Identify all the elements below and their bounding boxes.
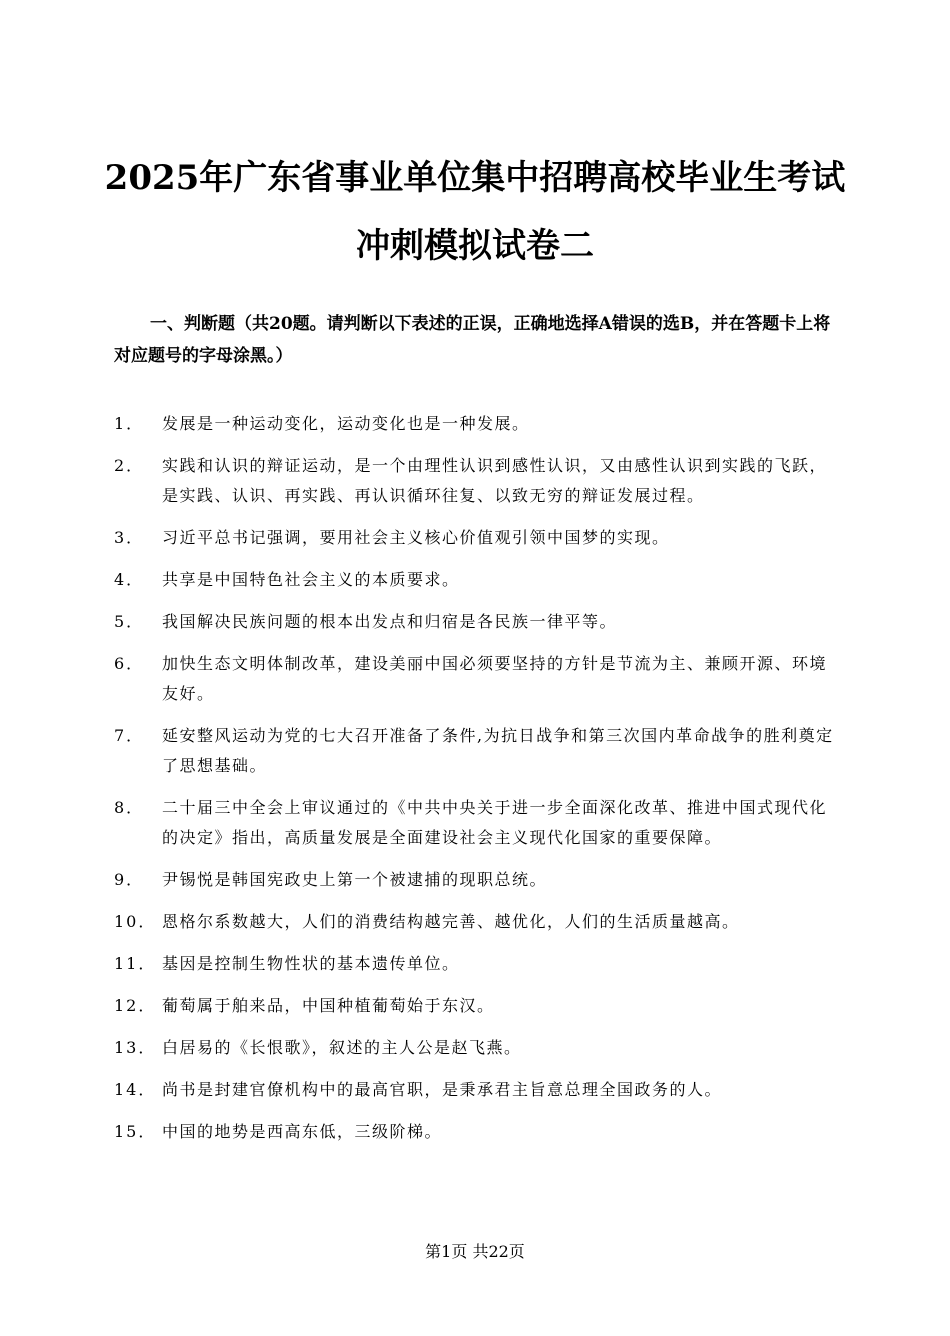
- section-heading: 一、判断题（共20题。请判断以下表述的正误，正确地选择A错误的选B，并在答题卡上将对应题号的字母涂黑。）: [114, 314, 831, 366]
- question-text: 中国的地势是西高东低，三级阶梯。: [162, 1122, 443, 1141]
- question-text: 基因是控制生物性状的基本遗传单位。: [162, 954, 460, 973]
- question-number: 11．: [114, 954, 157, 973]
- question-text: 实践和认识的辩证运动，是一个由理性认识到感性认识，又由感性认识到实践的飞跃，是实践、认识、再实践、再认识循环往复、以致无穷的辩证发展过程。: [162, 456, 828, 505]
- question-item: [0, 793, 950, 853]
- question-number: 10．: [114, 912, 157, 931]
- question-number: 8．: [114, 798, 145, 817]
- question-text: 二十届三中全会上审议通过的《中共中央关于进一步全面深化改革、推进中国式现代化的决定》指出，高质量发展是全面建设社会主义现代化国家的重要保障。: [162, 798, 828, 847]
- question-number: 13．: [114, 1038, 157, 1057]
- question-item: [0, 523, 950, 553]
- question-text: 我国解决民族问题的根本出发点和归宿是各民族一律平等。: [162, 612, 618, 631]
- question-item: [0, 949, 950, 979]
- question-number: 6．: [114, 654, 145, 673]
- question-item: [0, 865, 950, 895]
- question-item: [0, 409, 950, 439]
- question-number: 2．: [114, 456, 145, 475]
- question-number: 15．: [114, 1122, 157, 1141]
- page-footer: 第1页 共22页: [425, 1242, 525, 1261]
- question-text: 加快生态文明体制改革，建设美丽中国必须要坚持的方针是节流为主、兼顾开源、环境友好。: [162, 654, 828, 703]
- question-text: 白居易的《长恨歌》，叙述的主人公是赵飞燕。: [162, 1038, 522, 1057]
- question-number: 9．: [114, 870, 145, 889]
- question-item: [0, 721, 950, 781]
- question-text: 发展是一种运动变化，运动变化也是一种发展。: [162, 414, 530, 433]
- question-item: [0, 607, 950, 637]
- question-item: [0, 1117, 950, 1147]
- question-text: 尚书是封建官僚机构中的最高官职，是秉承君主旨意总理全国政务的人。: [162, 1080, 723, 1099]
- question-text: 葡萄属于舶来品，中国种植葡萄始于东汉。: [162, 996, 495, 1015]
- question-text: 习近平总书记强调，要用社会主义核心价值观引领中国梦的实现。: [162, 528, 670, 547]
- question-number: 7．: [114, 726, 145, 745]
- question-item: [0, 907, 950, 937]
- document-title-line-2: 冲刺模拟试卷二: [356, 226, 594, 266]
- question-item: [0, 991, 950, 1021]
- question-number: 1．: [114, 414, 145, 433]
- question-text: 共享是中国特色社会主义的本质要求。: [162, 570, 460, 589]
- question-item: [0, 565, 950, 595]
- document-title-line-1: 2025年广东省事业单位集中招聘高校毕业生考试: [104, 158, 846, 198]
- question-text: 尹锡悦是韩国宪政史上第一个被逮捕的现职总统。: [162, 870, 548, 889]
- question-list: [0, 409, 950, 1159]
- question-number: 3．: [114, 528, 145, 547]
- question-item: [0, 649, 950, 709]
- question-item: [0, 1033, 950, 1063]
- question-number: 4．: [114, 570, 145, 589]
- question-number: 12．: [114, 996, 157, 1015]
- question-text: 恩格尔系数越大，人们的消费结构越完善、越优化，人们的生活质量越高。: [162, 912, 740, 931]
- question-item: [0, 1075, 950, 1105]
- question-text: 延安整风运动为党的七大召开准备了条件,为抗日战争和第三次国内革命战争的胜利奠定了思想基础。: [162, 726, 834, 775]
- question-item: [0, 451, 950, 511]
- question-number: 14．: [114, 1080, 157, 1099]
- question-number: 5．: [114, 612, 145, 631]
